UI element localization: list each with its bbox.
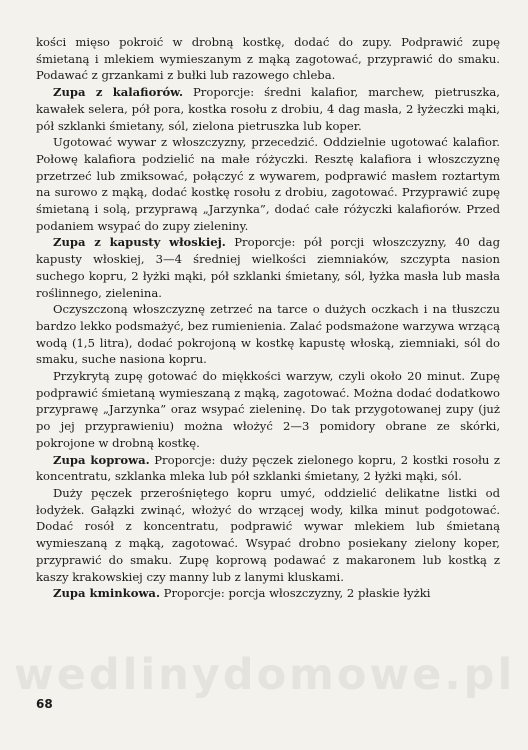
paragraph — [36, 485, 500, 585]
recipe-title: Zupa koprowa. — [53, 452, 150, 467]
paragraph-text: Proporcje: duży pęczek zielonego kopru, 2 kostki rosołu z koncentratu, szklanka mleka lub pół szklanki śmietany, 2 łyżki mąki, sól. — [36, 452, 500, 484]
paragraph-text: Proporcje: pół porcji włoszczyzny, 40 dag kapusty włoskiej, 3—4 średniej wielkości ziemniaków, szczypta nasion suchego kopru, 2 łyżki mąki, pół szklanki śmietany, sól, łyżka masła lub masła roślinnego, zielenina. — [36, 235, 500, 300]
paragraph — [36, 84, 500, 134]
paragraph — [36, 34, 500, 84]
watermark: wedlinydomowe.pl — [14, 650, 516, 700]
paragraph-text: kości mięso pokroić w drobną kostkę, dodać do zupy. Podprawić zupę śmietaną i mlekiem wymieszanym z mąką zagotować, przyprawić do smaku. Podawać z grzankami z bułki lub razowego chleba. — [36, 35, 500, 83]
paragraph — [36, 234, 500, 301]
paragraph-text: Proporcje: średni kalafior, marchew, pietruszka, kawałek selera, pół pora, kostka rosołu z drobiu, 4 dag masła, 2 łyżeczki mąki, pół szklanki śmietany, sól, zielona pietruszka lub koper. — [36, 85, 500, 133]
page-number: 68 — [36, 697, 53, 711]
paragraph — [36, 452, 500, 485]
paragraph-text: Duży pęczek przerośniętego kopru umyć, oddzielić delikatne listki od łodyżek. Gałązki zwinąć, włożyć do wrzącej wody, kilka minut podgotować. Dodać rosół z koncentratu, podprawić wywar mlekiem lub śmietaną wymieszaną z mąką, zagotować. Wsypać drobno posiekany zielony koper, przyprawić do smaku. Zupę koprową podawać z makaronem lub kostką z kaszy krakowskiej czy manny lub z lanymi kluskami. — [36, 485, 500, 584]
paragraph-text: Ugotować wywar z włoszczyzny, przecedzić. Oddzielnie ugotować kalafior. Połowę kalafiora podzielić na małe różyczki. Resztę kalafiora i włoszczyznę przetrzeć lub zmiksować, połączyć z wywarem, podprawić masłem roztartym na surowo z mąką, dodać kostkę rosołu z drobiu, zagotować. Przyprawić zupę śmietaną i solą, przyprawą „Jarzynka”, dodać całe różyczki kalafiorów. Przed podaniem wsypać do zupy zieleniny. — [36, 135, 500, 233]
paragraph-text: Przykrytą zupę gotować do miękkości warzyw, czyli około 20 minut. Zupę podprawić śmietaną wymieszaną z mąką, zagotować. Można dodać dodatkowo przyprawę „Jarzynka” oraz wsypać zieleninę. Do tak przygotowanej zupy (już po jej przyprawieniu) można włożyć 2—3 pomidory obrane ze skórki, pokrojone w drobną kostkę. — [36, 369, 500, 450]
paragraph — [36, 585, 500, 602]
paragraph — [36, 368, 500, 452]
recipe-title: Zupa kminkowa. — [53, 586, 160, 601]
paragraph — [36, 301, 500, 368]
page-body — [36, 34, 500, 602]
paragraph-text: Oczyszczoną włoszczyznę zetrzeć na tarce o dużych oczkach i na tłuszczu bardzo lekko podsmażyć, bez rumienienia. Zalać podsmażone warzywa wrzącą wodą (1,5 litra), dodać pokrojoną w kostkę kapustę włoską, ziemniaki, sól do smaku, suche nasiona kopru. — [36, 302, 500, 367]
paragraph — [36, 134, 500, 234]
recipe-title: Zupa z kalafiorów. — [53, 85, 184, 100]
paragraph-text: Proporcje: porcja włoszczyzny, 2 płaskie łyżki — [159, 586, 431, 601]
recipe-title: Zupa z kapusty włoskiej. — [53, 235, 226, 250]
